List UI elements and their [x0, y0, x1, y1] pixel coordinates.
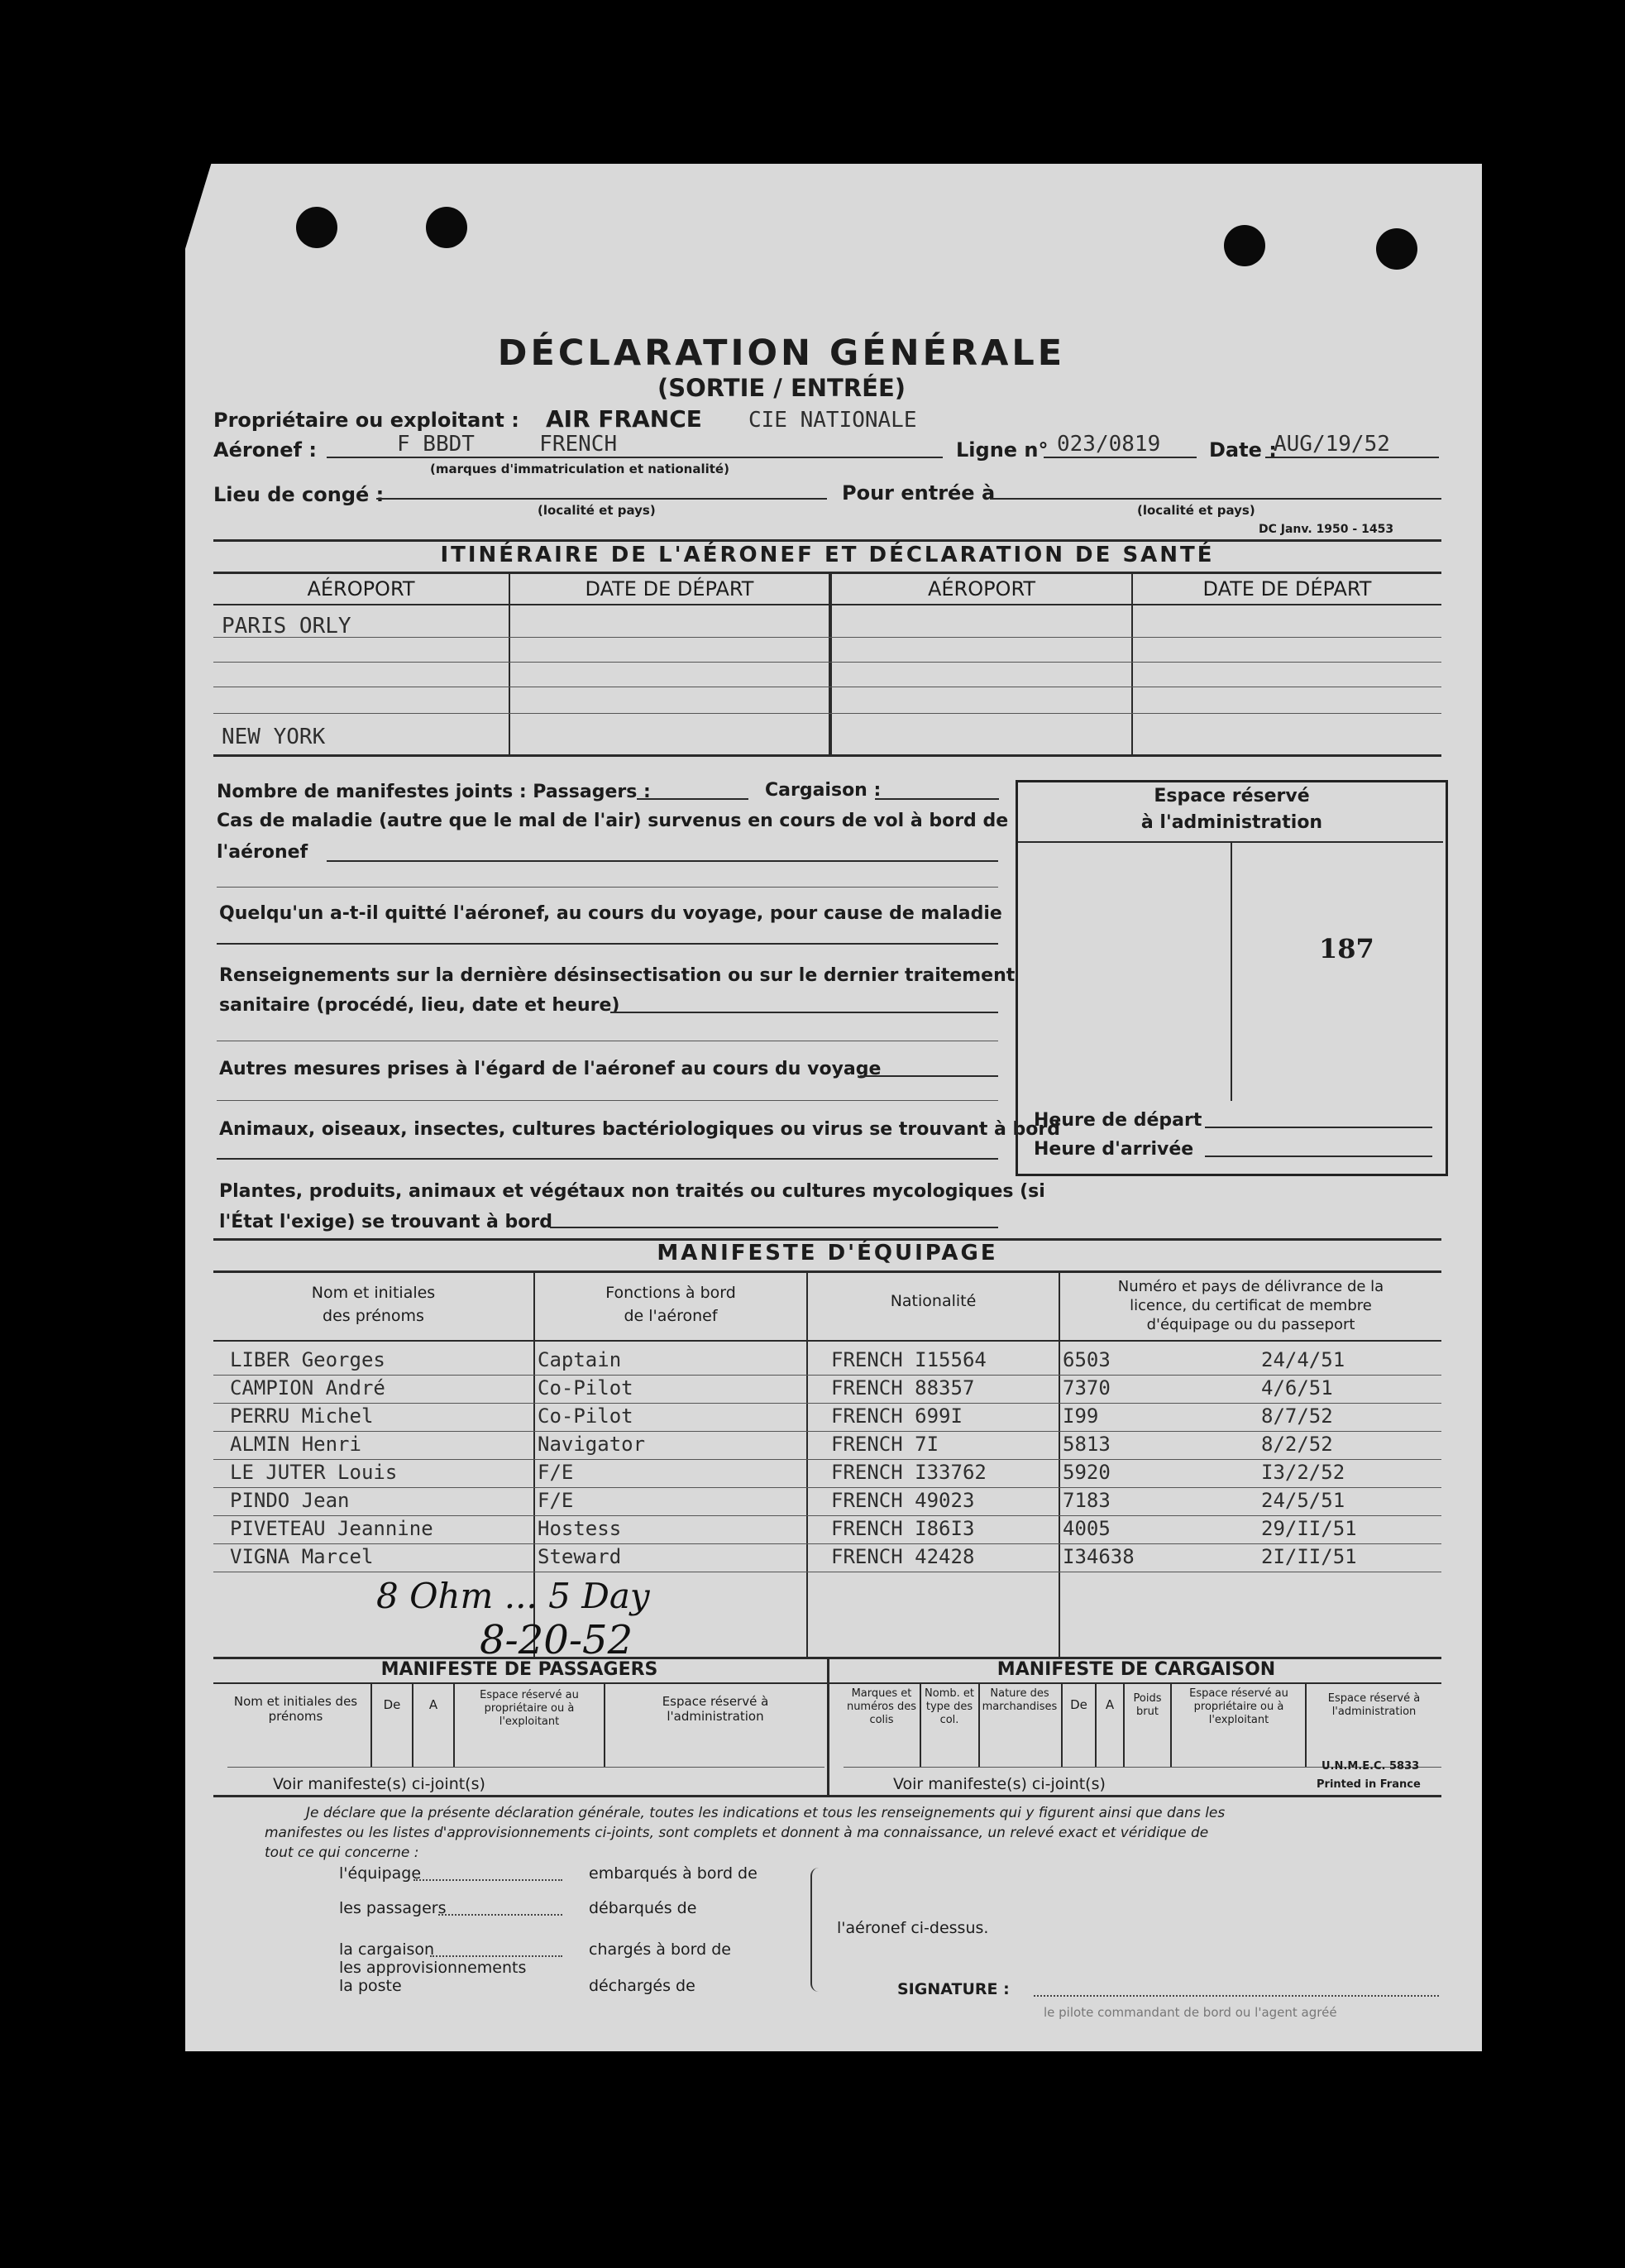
left-aircraft-underline: [217, 943, 998, 945]
itinerary-header-rule: [213, 604, 1441, 605]
admin-stamp: 187: [1319, 933, 1374, 964]
crew-row-rule: [213, 1515, 1441, 1516]
cargo-col-divider: [1061, 1684, 1063, 1767]
crew-license-date: 24/5/51: [1261, 1489, 1345, 1512]
date-label: Date :: [1209, 438, 1277, 462]
itinerary-col-date: DATE DE DÉPART: [585, 577, 754, 600]
aircraft-label: Aéronef :: [213, 438, 317, 462]
crew-name: ALMIN Henri: [230, 1433, 361, 1456]
passengers-col-divider: [453, 1684, 455, 1767]
crew-role: Co-Pilot: [538, 1376, 633, 1400]
disinsect-label: Renseignements sur la dernière désinsectisation ou sur le dernier traitement: [219, 965, 1016, 986]
itinerary-col-date: DATE DE DÉPART: [1202, 577, 1372, 600]
punch-hole: [1376, 228, 1417, 270]
signature-label: SIGNATURE :: [897, 1980, 1010, 1998]
passengers-col-name: Nom et initiales des prénoms: [233, 1694, 358, 1724]
passengers-see-attached: Voir manifeste(s) ci-joint(s): [273, 1775, 485, 1793]
disinsect-underline: [610, 1012, 998, 1013]
admin-divider: [1231, 843, 1232, 1101]
itinerary-title-rule: [213, 572, 1441, 574]
crew-role: F/E: [538, 1461, 574, 1484]
arrival-time-label: Heure d'arrivée: [1034, 1139, 1194, 1160]
clearance-note: (localité et pays): [538, 503, 656, 518]
crew-license-number: I34638: [1063, 1545, 1135, 1568]
punch-hole: [296, 207, 337, 248]
cargo-col-weight: Poids brut: [1133, 1692, 1162, 1718]
crew-col-nationality: Nationalité: [890, 1292, 977, 1310]
punch-hole: [1224, 225, 1265, 266]
crew-role: F/E: [538, 1489, 574, 1512]
crew-license-date: 8/7/52: [1261, 1404, 1333, 1428]
illness-label: Cas de maladie (autre que le mal de l'air) survenus en cours de vol à bord de: [217, 811, 1009, 831]
aircraft-underline: [327, 457, 943, 458]
crew-license-number: 7370: [1063, 1376, 1111, 1400]
crew-title-rule: [213, 1270, 1441, 1273]
illness-label-2: l'aéronef: [217, 842, 308, 863]
decl-loaded: chargés à bord de: [589, 1940, 731, 1959]
crew-name: LE JUTER Louis: [230, 1461, 398, 1484]
decl-cargo-dots: [430, 1955, 562, 1957]
crew-name: PIVETEAU Jeannine: [230, 1517, 433, 1540]
crew-col-role-2: de l'aéronef: [624, 1307, 718, 1325]
passengers-title: MANIFESTE DE PASSAGERS: [380, 1659, 658, 1680]
animals-underline: [217, 1158, 998, 1160]
crew-license-number: 5813: [1063, 1433, 1111, 1456]
itinerary-col-airport: AÉROPORT: [307, 577, 415, 600]
crew-row-rule: [213, 1431, 1441, 1432]
crew-name: CAMPION André: [230, 1376, 385, 1400]
decl-brace: [810, 1868, 827, 1992]
decl-crew-dots: [413, 1879, 562, 1881]
owner-value2: CIE NATIONALE: [748, 408, 917, 433]
crew-license-number: 5920: [1063, 1461, 1111, 1484]
cargo-count-label: Cargaison :: [765, 780, 882, 801]
crew-license-date: 24/4/51: [1261, 1348, 1345, 1371]
passengers-col-owner: Espace réservé au propriétaire ou à l'exploitant: [480, 1689, 579, 1728]
decl-supplies: les approvisionnements: [339, 1959, 527, 1977]
printer-code: U.N.M.E.C. 5833: [1322, 1760, 1420, 1773]
departure-time-underline: [1205, 1127, 1432, 1128]
decl-mail: la poste: [339, 1977, 402, 1995]
measures-underline: [217, 1100, 998, 1101]
crew-license-number: 7183: [1063, 1489, 1111, 1512]
itinerary-airport-first: PARIS ORLY: [222, 614, 351, 639]
crew-license-date: I3/2/52: [1261, 1461, 1345, 1484]
entry-underline: [991, 498, 1441, 500]
crew-col-license: Numéro et pays de délivrance de la: [1117, 1278, 1384, 1295]
itinerary-airport-last: NEW YORK: [222, 725, 326, 749]
line-value: 023/0819: [1057, 432, 1161, 457]
signature-line: [1034, 1995, 1439, 1997]
passengers-col-divider: [412, 1684, 413, 1767]
passengers-col-divider: [604, 1684, 605, 1767]
owner-label: Propriétaire ou exploitant :: [213, 409, 519, 432]
crew-role: Captain: [538, 1348, 622, 1371]
crew-nationality: FRENCH 699I: [831, 1404, 963, 1428]
crew-license-number: I99: [1063, 1404, 1099, 1428]
aircraft-value: F BBDT FRENCH: [397, 432, 618, 457]
crew-name: PERRU Michel: [230, 1404, 374, 1428]
crew-nationality: FRENCH I33762: [831, 1461, 987, 1484]
crew-col-name: Nom et initiales: [311, 1284, 436, 1302]
declaration-text-3: tout ce qui concerne :: [265, 1845, 419, 1861]
clearance-underline: [376, 498, 827, 500]
entry-note: (localité et pays): [1137, 503, 1255, 518]
crew-license-date: 8/2/52: [1261, 1433, 1333, 1456]
itinerary-row-rule: [213, 637, 1441, 638]
arrival-time-underline: [1205, 1156, 1432, 1157]
crew-name: VIGNA Marcel: [230, 1545, 374, 1568]
decl-passengers: les passagers: [339, 1899, 447, 1917]
line-underline: [1044, 457, 1197, 458]
crew-col-license-2: licence, du certificat de membre: [1130, 1297, 1372, 1314]
line-label: Ligne n°: [956, 438, 1049, 462]
itinerary-col-airport: AÉROPORT: [927, 577, 1036, 600]
crew-role: Steward: [538, 1545, 622, 1568]
crew-nationality: FRENCH I15564: [831, 1348, 987, 1371]
crew-row-rule: [213, 1403, 1441, 1404]
signature-note: le pilote commandant de bord ou l'agent agréé: [1044, 2005, 1337, 2020]
decl-unloaded: déchargés de: [589, 1977, 695, 1995]
measures-underline: [860, 1075, 998, 1077]
crew-col-name-2: des prénoms: [323, 1307, 424, 1325]
crew-license-date: 2I/II/51: [1261, 1545, 1357, 1568]
crew-title: MANIFESTE D'ÉQUIPAGE: [657, 1241, 998, 1266]
crew-role: Navigator: [538, 1433, 646, 1456]
cargo-col-marks: Marques et numéros des colis: [846, 1687, 917, 1726]
measures-label: Autres mesures prises à l'égard de l'aéronef au cours du voyage: [219, 1059, 882, 1079]
disinsect-label-2: sanitaire (procédé, lieu, date et heure): [219, 995, 620, 1016]
punch-hole: [426, 207, 467, 248]
passengers-col-from: De: [383, 1697, 401, 1712]
date-value: AUG/19/52: [1274, 432, 1390, 457]
cargo-title: MANIFESTE DE CARGAISON: [997, 1659, 1276, 1680]
itinerary-top-rule: [213, 539, 1441, 542]
cargo-col-nature: Nature des marchandises: [982, 1687, 1058, 1713]
crew-row-rule: [213, 1543, 1441, 1544]
illness-underline: [217, 887, 998, 888]
crew-license-date: 29/II/51: [1261, 1517, 1357, 1540]
cargo-col-to: A: [1105, 1697, 1115, 1712]
manifests-underline: [637, 798, 748, 800]
passengers-col-to: A: [428, 1697, 438, 1712]
cargo-see-attached: Voir manifeste(s) ci-joint(s): [893, 1775, 1106, 1793]
admin-title: Espace réservé: [1154, 786, 1310, 806]
passengers-col-divider: [370, 1684, 372, 1767]
plants-label-2: l'État l'exige) se trouvant à bord: [219, 1212, 552, 1232]
entry-label: Pour entrée à: [842, 481, 996, 505]
form-title: DÉCLARATION GÉNÉRALE: [497, 333, 1066, 374]
crew-name: PINDO Jean: [230, 1489, 350, 1512]
form-subtitle: (SORTIE / ENTRÉE): [657, 374, 906, 402]
owner-value: AIR FRANCE: [546, 405, 702, 433]
declaration-text-2: manifestes ou les listes d'approvisionnements ci-joints, sont complets et donnent à ma connaissance, un relevé exact et véridique de: [265, 1825, 1209, 1841]
decl-embarked: embarqués à bord de: [589, 1864, 758, 1883]
departure-time-label: Heure de départ: [1034, 1110, 1202, 1131]
manifests-bottom-rule: [213, 1795, 1441, 1797]
decl-disembarked: débarqués de: [589, 1899, 697, 1917]
decl-aircraft: l'aéronef ci-dessus.: [837, 1919, 989, 1937]
crew-nationality: FRENCH I86I3: [831, 1517, 975, 1540]
handwritten-note: 8 Ohm ... 5 Day: [376, 1576, 650, 1616]
manifest-divider: [827, 1658, 829, 1795]
cargo-col-divider: [1170, 1684, 1172, 1767]
printer-country: Printed in France: [1317, 1778, 1421, 1791]
itinerary-col-divider: [1131, 573, 1133, 755]
cargo-col-from: De: [1070, 1697, 1087, 1712]
cargo-col-count: Nomb. et type des col.: [925, 1687, 974, 1726]
clearance-label: Lieu de congé :: [213, 483, 385, 506]
decl-crew: l'équipage: [339, 1864, 422, 1883]
crew-license-number: 6503: [1063, 1348, 1111, 1371]
crew-col-divider: [806, 1272, 808, 1657]
crew-license-date: 4/6/51: [1261, 1376, 1333, 1400]
handwritten-signature-date: 8-20-52: [480, 1617, 633, 1663]
cargo-col-owner: Espace réservé au propriétaire ou à l'exploitant: [1189, 1687, 1288, 1726]
itinerary-row-rule: [213, 662, 1441, 663]
crew-nationality: FRENCH 42428: [831, 1545, 975, 1568]
admin-title-2: à l'administration: [1140, 812, 1323, 833]
itinerary-title: ITINÉRAIRE DE L'AÉRONEF ET DÉCLARATION DE SANTÉ: [440, 543, 1215, 567]
crew-row-rule: [213, 1487, 1441, 1488]
date-underline: [1265, 457, 1439, 458]
crew-col-license-3: d'équipage ou du passeport: [1146, 1316, 1355, 1333]
passengers-col-admin: Espace réservé à l'administration: [662, 1694, 769, 1724]
crew-row-rule: [213, 1459, 1441, 1460]
itinerary-bottom-rule: [213, 754, 1441, 757]
decl-passengers-dots: [438, 1914, 562, 1916]
animals-label: Animaux, oiseaux, insectes, cultures bactériologiques ou virus se trouvant à bord: [219, 1119, 1061, 1140]
crew-nationality: FRENCH 88357: [831, 1376, 975, 1400]
plants-label: Plantes, produits, animaux et végétaux non traités ou cultures mycologiques (si: [219, 1181, 1045, 1202]
crew-role: Co-Pilot: [538, 1404, 633, 1428]
decl-cargo: la cargaison: [339, 1940, 435, 1959]
passengers-row-rule: [227, 1767, 824, 1768]
form-ref: DC Janv. 1950 - 1453: [1259, 523, 1394, 536]
crew-name: LIBER Georges: [230, 1348, 385, 1371]
crew-nationality: FRENCH 49023: [831, 1489, 975, 1512]
crew-nationality: FRENCH 7I: [831, 1433, 939, 1456]
left-aircraft-label: Quelqu'un a-t-il quitté l'aéronef, au cours du voyage, pour cause de maladie: [219, 903, 1002, 924]
crew-header-rule: [213, 1340, 1441, 1342]
crew-license-number: 4005: [1063, 1517, 1111, 1540]
cargo-count-underline: [875, 798, 999, 800]
itinerary-col-divider: [829, 573, 832, 755]
declaration-text-1: Je déclare que la présente déclaration générale, toutes les indications et tous les renseignements qui y figurent ainsi que dans les: [306, 1805, 1226, 1821]
plants-underline: [550, 1227, 998, 1228]
crew-row-rule: [213, 1375, 1441, 1376]
cargo-col-divider: [1095, 1684, 1097, 1767]
crew-col-role: Fonctions à bord: [605, 1284, 736, 1302]
itinerary-col-divider: [509, 573, 510, 755]
itinerary-row-rule: [213, 713, 1441, 714]
illness-underline: [327, 860, 998, 862]
manifests-label: Nombre de manifestes joints : Passagers :: [217, 782, 651, 802]
crew-role: Hostess: [538, 1517, 622, 1540]
aircraft-note: (marques d'immatriculation et nationalité): [430, 462, 729, 476]
cargo-col-admin: Espace réservé à l'administration: [1327, 1692, 1421, 1718]
